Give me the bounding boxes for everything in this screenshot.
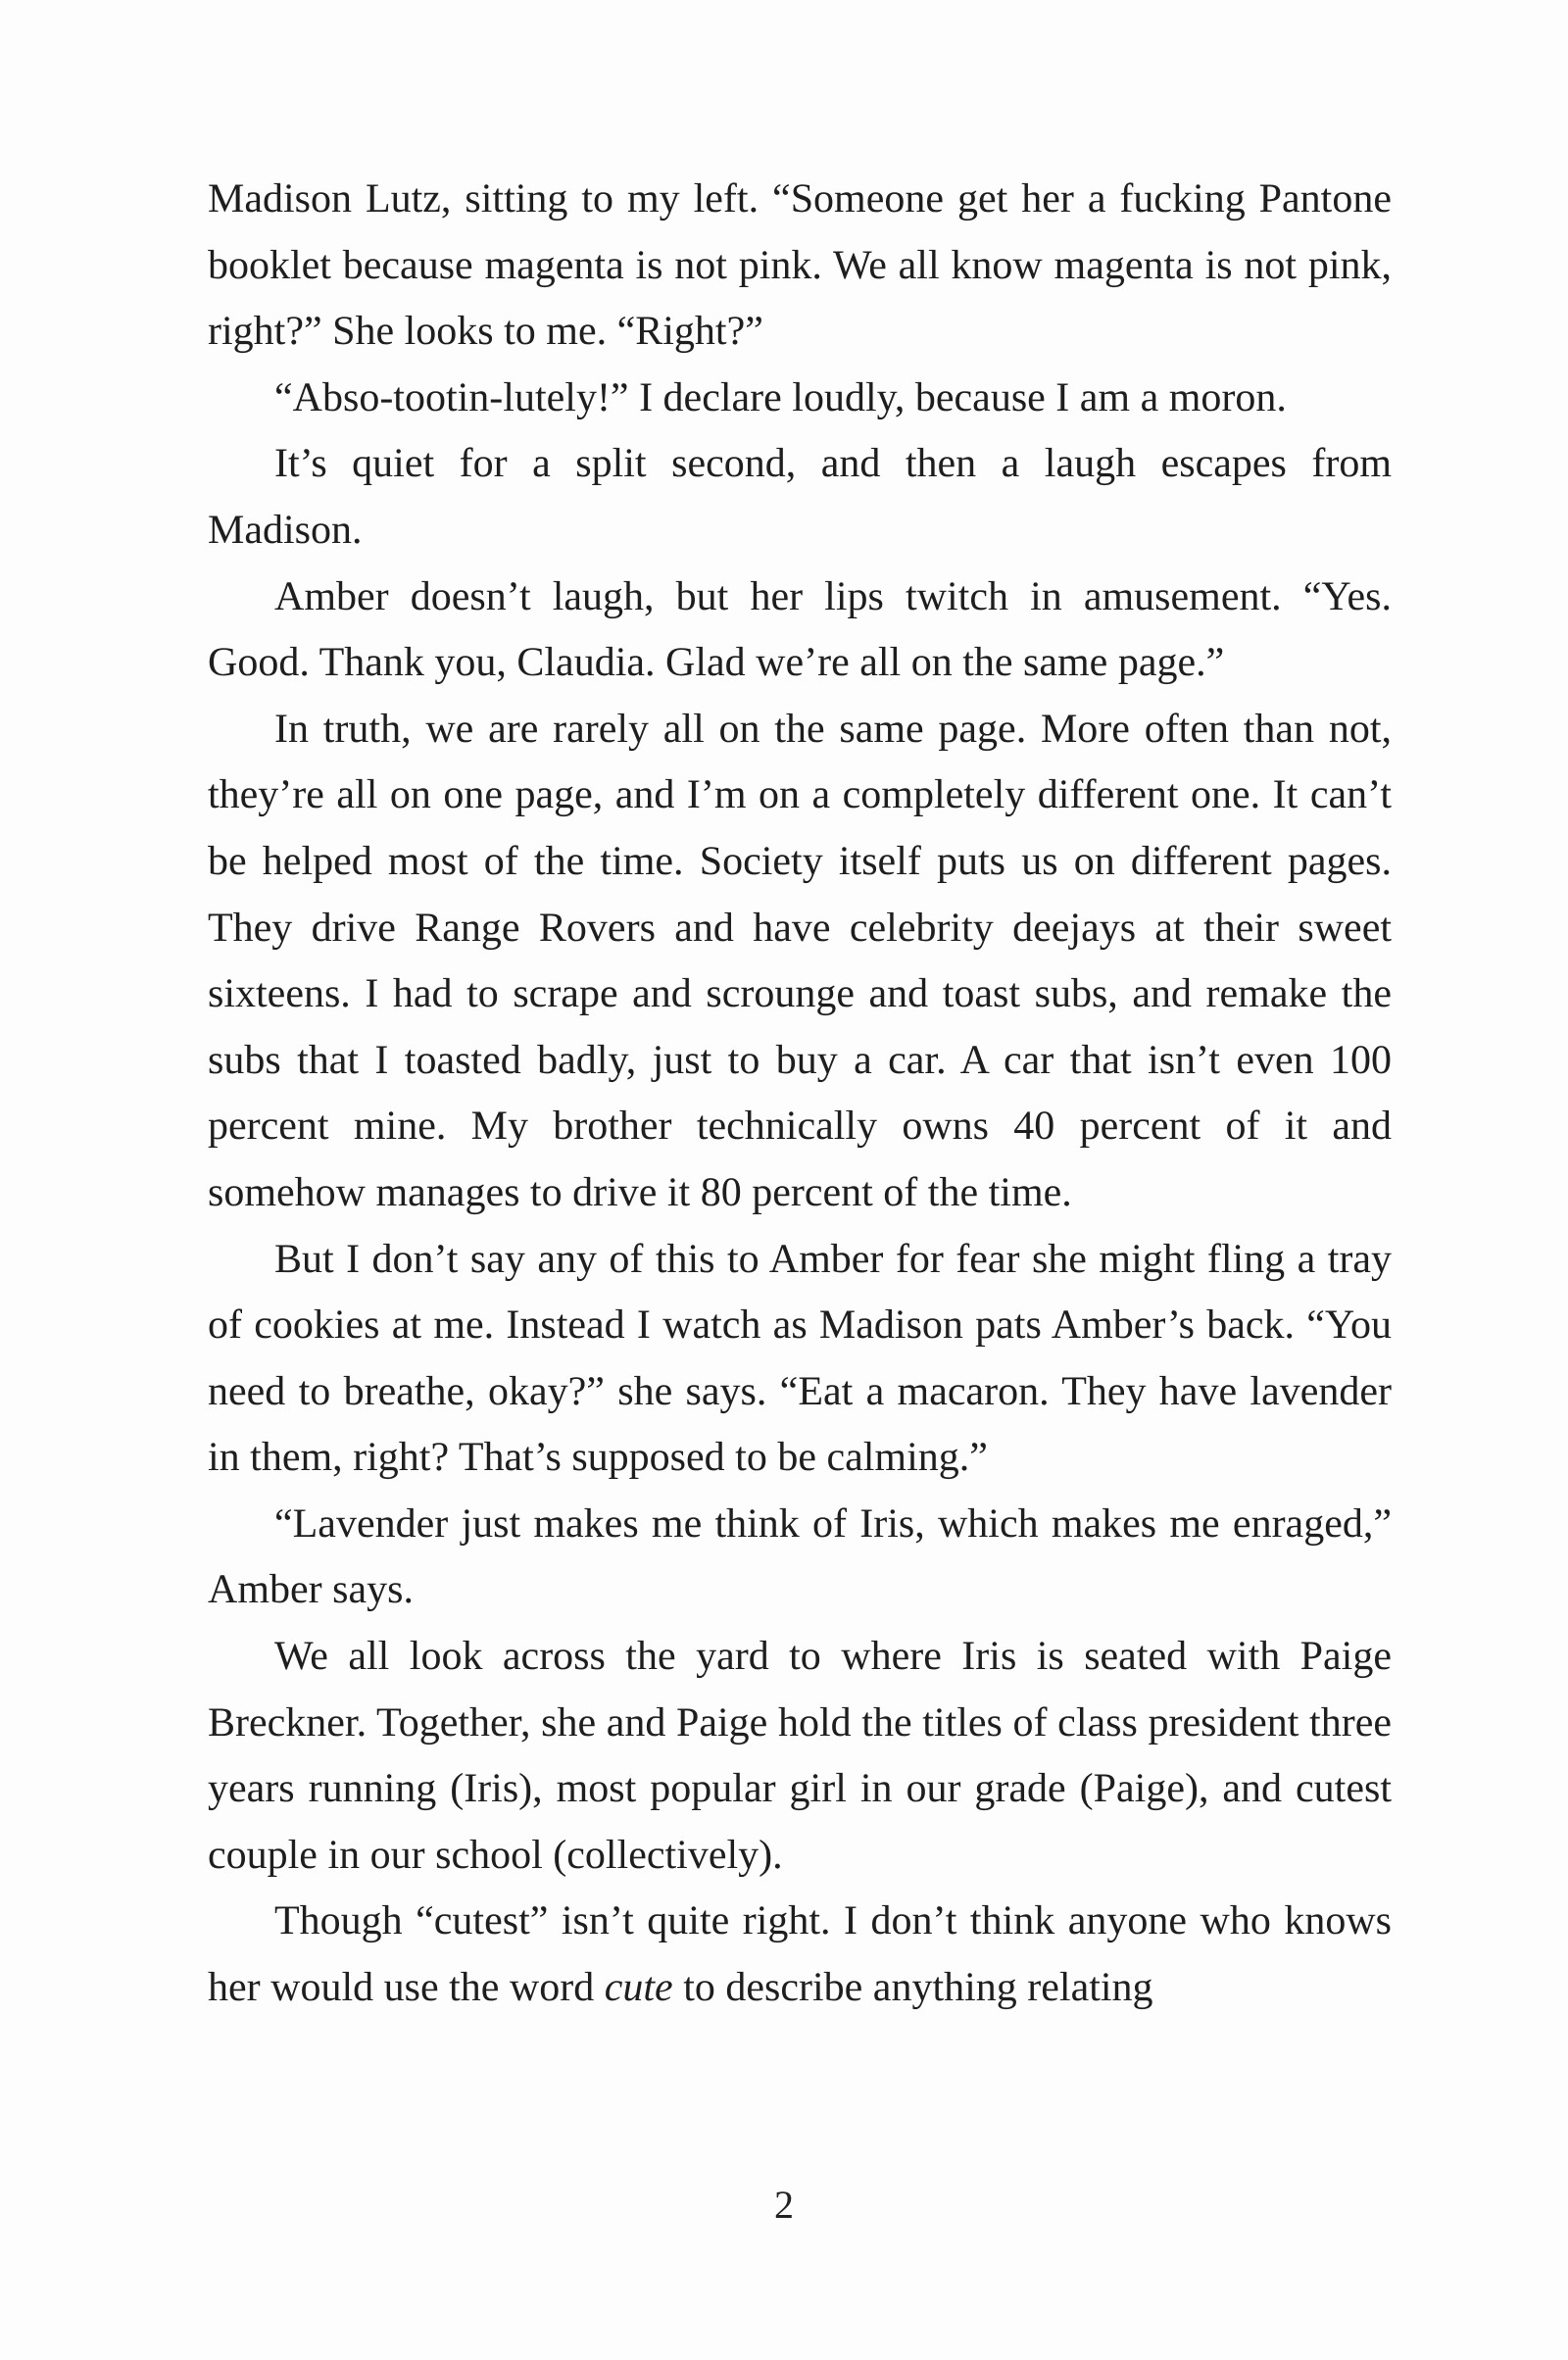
last-paragraph-start: Though “cutest” isn’t quite right. I don’t think anyone who knows her would use the word xyxy=(208,1898,1392,2011)
paragraph: “Abso-tootin-lutely!” I declare loudly, because I am a moron. xyxy=(274,374,1287,420)
paragraph: It’s quiet for a split second, and then a laugh escapes from Madison. xyxy=(208,441,1392,553)
last-paragraph-end: to describe anything relating xyxy=(672,1965,1153,2011)
body-text xyxy=(208,167,1392,2022)
paragraph: Madison Lutz, sitting to my left. “Someone get her a fucking Pantone booklet because magenta is not pink. We all know magenta is not pink, right?” She looks to me. “Right?” xyxy=(208,176,1392,355)
paragraph: Amber doesn’t laugh, but her lips twitch in amusement. “Yes. Good. Thank you, Claudia. Glad we’re all on the same page.” xyxy=(208,573,1392,686)
paragraph: “Lavender just makes me think of Iris, which makes me enraged,” Amber says. xyxy=(208,1500,1392,1613)
page-number: 2 xyxy=(774,2183,794,2227)
last-paragraph xyxy=(208,1889,1392,2021)
paragraph: But I don’t say any of this to Amber for fear she might fling a tray of cookies at me. Instead I watch as Madison pats Amber’s back. “You need to breathe, okay?” she says. “Eat a macaron. They have lavender in them, right? That’s supposed to be calming.” xyxy=(208,1236,1392,1481)
paragraph: In truth, we are rarely all on the same page. More often than not, they’re all on one page, and I’m on a completely different one. It can’t be helped most of the time. Society itself puts us on different pages. They drive Range Rovers and have celebrity deejays at their sweet sixteens. I had to scrape and scrounge and toast subs, and remake the subs that I toasted badly, just to buy a car. A car that isn’t even 100 percent mine. My brother technically owns 40 percent of it and somehow manages to drive it 80 percent of the time. xyxy=(208,706,1392,1215)
paragraph: We all look across the yard to where Iris is seated with Paige Breckner. Together, she and Paige hold the titles of class president three years running (Iris), most popular girl in our grade (Paige), and cutest couple in our school (collectively). xyxy=(208,1634,1392,1878)
italic-word: cute xyxy=(604,1965,673,2011)
